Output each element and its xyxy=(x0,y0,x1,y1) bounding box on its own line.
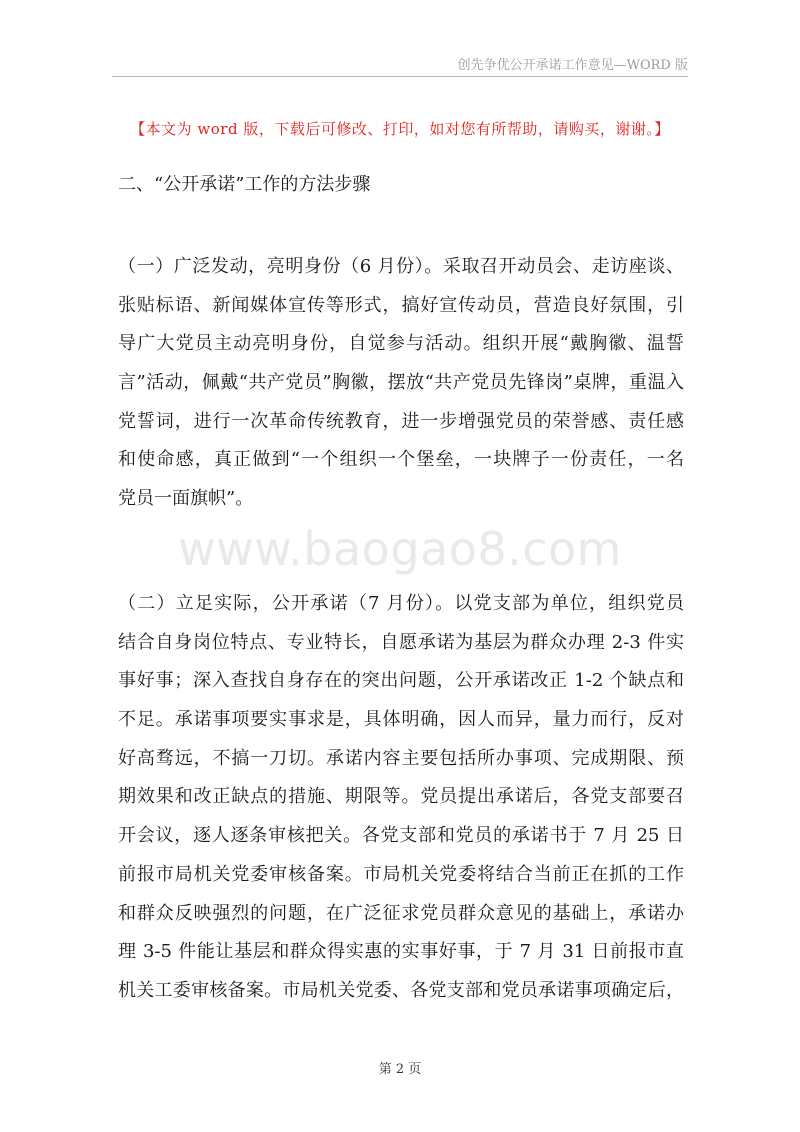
page-number: 第 2 页 xyxy=(378,1062,422,1077)
paragraph-line: 和使命感，真正做到“一个组织一个堡垒，一块牌子一份责任，一名 xyxy=(118,449,684,471)
paragraph-line: 前报市局机关党委审核备案。市局机关党委将结合当前正在抓的工作 xyxy=(118,863,684,885)
paragraph-line: 和群众反映强烈的问题，在广泛征求党员群众意见的基础上，承诺办 xyxy=(118,902,684,924)
paragraph-line: 结合自身岗位特点、专业特长，自愿承诺为基层为群众办理 2-3 件实 xyxy=(118,631,684,653)
watermark: www.baogao8.com xyxy=(178,522,622,576)
paragraph-line: 期效果和改正缺点的措施、期限等。党员提出承诺后，各党支部要召 xyxy=(118,786,684,808)
paragraph-2 xyxy=(118,585,684,1011)
paragraph-line: 不足。承诺事项要实事求是，具体明确，因人而异，量力而行，反对 xyxy=(118,709,684,731)
paragraph-line: 党员一面旗帜”。 xyxy=(118,488,254,510)
paragraph-line: 理 3-5 件能让基层和群众得实惠的实事好事，于 7 月 31 日前报市直 xyxy=(118,941,684,963)
header-divider xyxy=(112,76,688,77)
section-heading: 二、“公开承诺”工作的方法步骤 xyxy=(118,174,371,195)
paragraph-line: 党誓词，进行一次革命传统教育，进一步增强党员的荣誉感、责任感 xyxy=(118,410,684,432)
paragraph-line: 张贴标语、新闻媒体宣传等形式，搞好宣传动员，营造良好氛围，引 xyxy=(118,294,684,316)
running-header: 创先争优公开承诺工作意见—WORD 版 xyxy=(457,58,688,73)
paragraph-line: 机关工委审核备案。市局机关党委、各党支部和党员承诺事项确定后， xyxy=(118,979,684,1001)
paragraph-line: 开会议，逐人逐条审核把关。各党支部和党员的承诺书于 7 月 25 日 xyxy=(118,825,684,847)
paragraph-line: 事好事；深入查找自身存在的突出问题，公开承诺改正 1-2 个缺点和 xyxy=(118,670,684,692)
paragraph-line: 导广大党员主动亮明身份，自觉参与活动。组织开展“戴胸徽、温誓 xyxy=(118,333,684,355)
paragraph-1 xyxy=(118,248,684,519)
purchase-notice: 【本文为 word 版，下载后可修改、打印，如对您有所帮助，请购买，谢谢。】 xyxy=(130,120,670,138)
paragraph-line: （二）立足实际，公开承诺（7 月份）。以党支部为单位，组织党员 xyxy=(118,593,684,614)
paragraph-line: （一）广泛发动，亮明身份（6 月份）。采取召开动员会、走访座谈、 xyxy=(118,256,684,277)
paragraph-line: 言”活动，佩戴“共产党员”胸徽，摆放“共产党员先锋岗”桌牌，重温入 xyxy=(118,372,684,394)
paragraph-line: 好高骛远，不搞一刀切。承诺内容主要包括所办事项、完成期限、预 xyxy=(118,747,684,769)
